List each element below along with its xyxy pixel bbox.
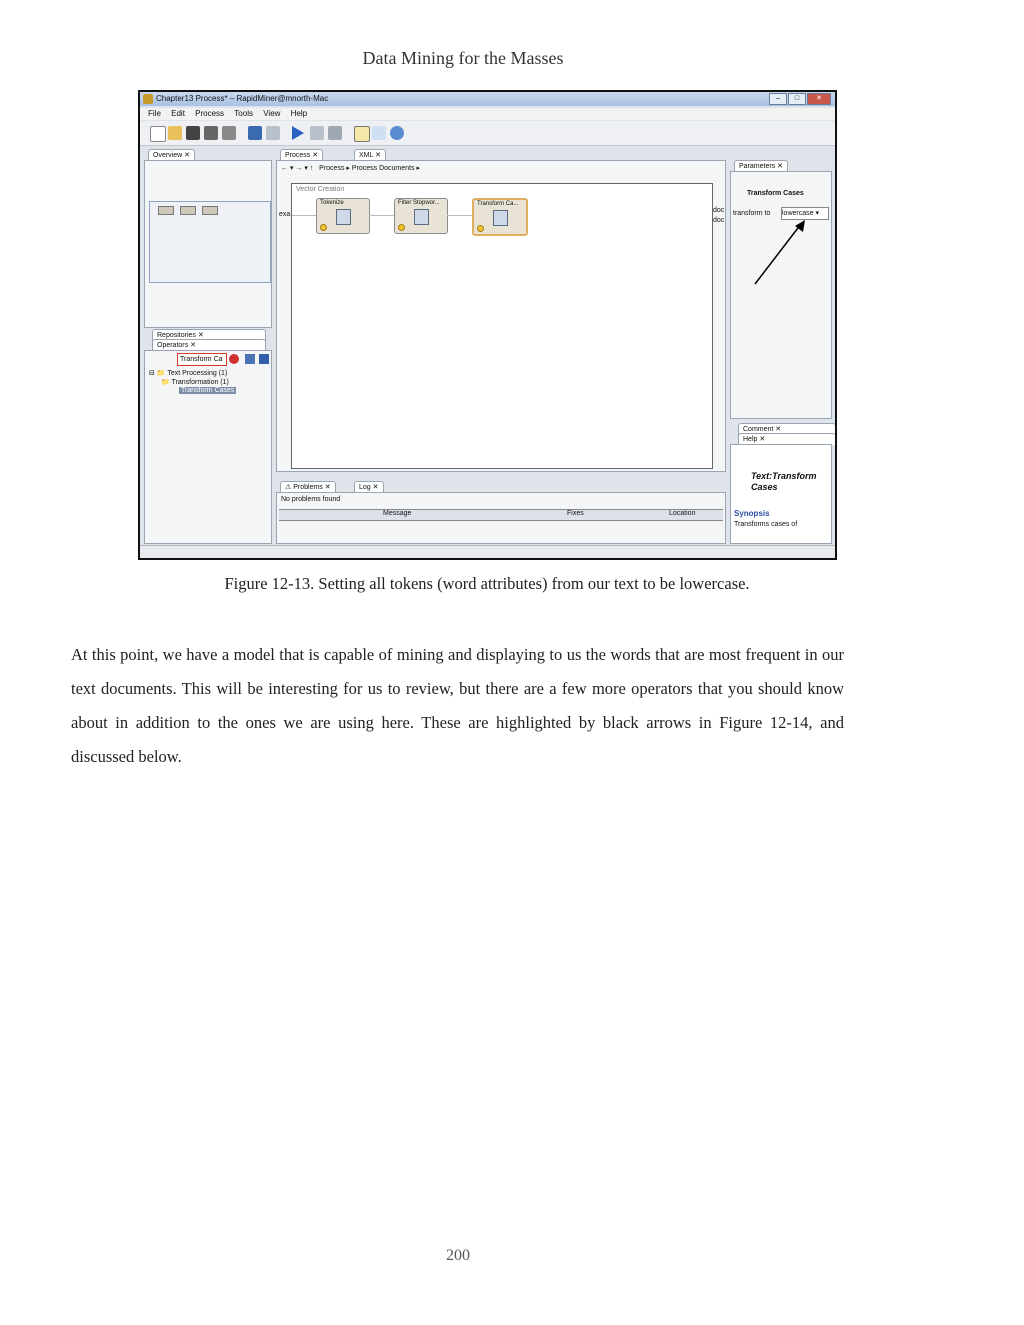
tree-item-transformation[interactable]: 📁 Transformation (1): [161, 379, 229, 386]
status-icon: [477, 225, 484, 232]
welcome-perspective-icon[interactable]: [390, 126, 404, 140]
operator-tokenize[interactable]: Tokenize: [316, 198, 370, 234]
menu-bar: [140, 108, 835, 120]
rapidminer-screenshot: [138, 90, 837, 560]
process-panel: [276, 160, 726, 472]
tab-comment[interactable]: Comment ✕: [738, 423, 836, 435]
tree-item-text-processing[interactable]: ⊟ 📁 Text Processing (1): [149, 370, 228, 377]
status-icon: [320, 224, 327, 231]
tab-problems[interactable]: ⚠ Problems ✕: [280, 481, 336, 493]
parameters-panel: [730, 171, 832, 419]
process-canvas[interactable]: [291, 183, 713, 469]
menu-process[interactable]: Process: [195, 109, 225, 118]
figure-caption: Figure 12-13. Setting all tokens (word attributes) from our text to be lowercase.: [224, 574, 750, 593]
tab-xml[interactable]: XML ✕: [354, 149, 386, 161]
parameter-label: transform to: [733, 210, 771, 217]
column-message[interactable]: Message: [383, 510, 412, 517]
process-nav: ← ▾ → ▾ ↑ Process ▸ Process Documents ▸: [281, 165, 420, 172]
design-perspective-icon[interactable]: [354, 126, 370, 142]
new-file-icon[interactable]: [150, 126, 166, 142]
tab-overview[interactable]: Overview ✕: [148, 149, 195, 161]
breadcrumb-process[interactable]: Process: [319, 165, 345, 172]
run-icon[interactable]: [292, 126, 304, 140]
operators-panel: [144, 350, 272, 544]
arrow-line: [755, 224, 801, 284]
tab-help[interactable]: Help ✕: [738, 433, 836, 445]
help-title: Text:Transform Cases: [751, 471, 817, 492]
tab-process[interactable]: Process ✕: [280, 149, 323, 161]
close-button[interactable]: ✕: [807, 93, 831, 105]
problems-table-header: [279, 509, 723, 521]
column-location[interactable]: Location: [669, 510, 696, 517]
operator-filter-stopwords[interactable]: Filter Stopwor...: [394, 198, 448, 234]
filter-icon[interactable]: [245, 354, 255, 364]
save-icon[interactable]: [186, 126, 200, 140]
page-number: 200: [446, 1247, 470, 1264]
output-port-doc[interactable]: doc: [713, 207, 725, 214]
breadcrumb-process-documents[interactable]: Process Documents: [351, 165, 415, 172]
overview-operator-thumb: [180, 206, 196, 215]
minimize-button[interactable]: –: [769, 93, 787, 105]
tab-operators[interactable]: Operators ✕: [152, 339, 266, 351]
document-icon: [414, 209, 429, 225]
overview-operator-thumb: [202, 206, 218, 215]
overview-panel: [144, 160, 272, 328]
output-port-doc[interactable]: doc: [713, 217, 725, 224]
overview-operator-thumb: [158, 206, 174, 215]
rapidminer-app-icon: [143, 94, 153, 104]
undo-icon[interactable]: [248, 126, 262, 140]
column-fixes[interactable]: Fixes: [567, 510, 584, 517]
open-folder-icon[interactable]: [168, 126, 182, 140]
tree-item-transform-cases[interactable]: Transform Cases: [181, 387, 235, 394]
tab-parameters[interactable]: Parameters ✕: [734, 160, 788, 172]
save-as-icon[interactable]: [204, 126, 218, 140]
overview-viewport[interactable]: [149, 201, 271, 283]
main-toolbar: [140, 121, 835, 146]
menu-view[interactable]: View: [263, 109, 281, 118]
connection-line: [292, 215, 316, 216]
window-titlebar: [140, 92, 835, 106]
menu-edit[interactable]: Edit: [171, 109, 185, 118]
help-synopsis-heading: Synopsis: [734, 509, 770, 518]
document-icon: [336, 209, 351, 225]
result-perspective-icon[interactable]: [372, 126, 386, 140]
parameters-operator-name: Transform Cases: [747, 190, 804, 197]
tab-log[interactable]: Log ✕: [354, 481, 384, 493]
window-controls: [769, 93, 831, 105]
tab-repositories[interactable]: Repositories ✕: [152, 329, 266, 341]
help-synopsis-text: Transforms cases of: [734, 521, 798, 528]
window-title: Chapter13 Process* – RapidMiner@mnorth-Mac: [156, 94, 329, 103]
transform-to-select[interactable]: lowercase ▾: [781, 207, 829, 220]
status-icon: [398, 224, 405, 231]
operator-transform-cases[interactable]: Transform Ca...: [472, 198, 528, 236]
body-paragraph: At this point, we have a model that is capable of mining and displaying to us the words that are most frequent in our text documents. This will be interesting for us to review, but there are a few more operators that you should know about in addition to the ones we are using here. These are highlighted by black arrows in Figure 12-14, and discussed below.: [71, 645, 844, 766]
running-header: Data Mining for the Masses: [362, 48, 564, 68]
menu-help[interactable]: Help: [290, 109, 308, 118]
status-bar: [140, 545, 835, 558]
problems-status: No problems found: [281, 496, 341, 503]
menu-file[interactable]: File: [148, 109, 161, 118]
connection-line: [447, 215, 472, 216]
sort-icon[interactable]: [259, 354, 269, 364]
pause-icon[interactable]: [310, 126, 324, 140]
subprocess-label: Vector Creation: [296, 186, 345, 193]
redo-icon[interactable]: [266, 126, 280, 140]
input-port-label[interactable]: exa: [279, 211, 291, 218]
operator-search-input[interactable]: Transform Ca: [177, 353, 227, 366]
stop-icon[interactable]: [328, 126, 342, 140]
problems-panel: [276, 492, 726, 544]
clear-search-icon[interactable]: [229, 354, 239, 364]
document-icon: [493, 210, 508, 226]
print-icon[interactable]: [222, 126, 236, 140]
help-panel: [730, 444, 832, 544]
maximize-button[interactable]: □: [788, 93, 806, 105]
connection-line: [369, 215, 394, 216]
annotation-arrow: [751, 218, 811, 288]
menu-tools[interactable]: Tools: [234, 109, 253, 118]
